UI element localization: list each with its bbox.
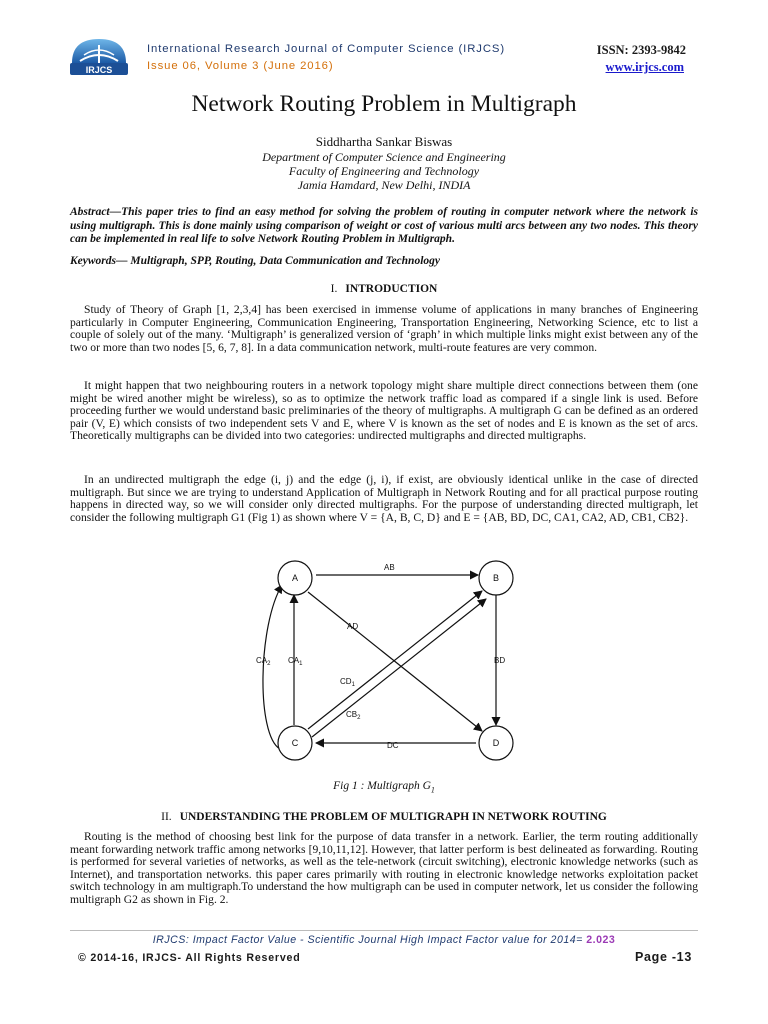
- edge-label-ca1-main: CA: [288, 656, 300, 665]
- edge-label-cd1: [340, 677, 356, 688]
- affiliation-line: Jamia Hamdard, New Delhi, INDIA: [297, 178, 471, 192]
- journal-name: International Research Journal of Computer Science (IRJCS): [147, 43, 505, 55]
- journal-website-link[interactable]: www.irjcs.com: [605, 60, 684, 74]
- irjcs-logo: [66, 33, 132, 83]
- edge-label-cb2: [346, 710, 361, 721]
- impact-factor-line: [0, 934, 768, 946]
- paper-title: Network Routing Problem in Multigraph: [191, 91, 577, 117]
- section-number: II.: [161, 811, 172, 823]
- node-label-a: A: [291, 573, 299, 583]
- edge-label-ca2-main: CA: [256, 656, 268, 665]
- figure-caption-sub: 1: [430, 785, 435, 795]
- keywords: Keywords— Multigraph, SPP, Routing, Data Communication and Technology: [70, 255, 440, 267]
- node-label-d: D: [492, 738, 500, 748]
- edge-label-ca2-sub: 2: [267, 661, 271, 667]
- edge-label-cd1-main: CD: [340, 677, 352, 686]
- figure-caption: [0, 780, 768, 794]
- paragraph: In an undirected multigraph the edge (i, j) and the edge (j, i), if exist, are obviously identical unlike in the case of directed multigraph. But since we are trying to understand Application of Multigraph in Network Routing and for all practical purpose routing happens in directed way, so we will consider only directed multigraphs. For the purpose of understanding directed multigraph, let consider the following multigraph G1 (Fig 1) as shown where V = {A, B, C, D} and E = {AB, BD, DC, CA1, CA2, AD, CB1, CB2}.: [70, 473, 698, 524]
- edge-label-dc: DC: [387, 741, 399, 750]
- section-heading: [0, 283, 768, 295]
- logo-text: IRJCS: [85, 65, 113, 75]
- section-title: UNDERSTANDING THE PROBLEM OF MULTIGRAPH IN NETWORK ROUTING: [179, 811, 607, 823]
- author-name: Siddhartha Sankar Biswas: [315, 134, 453, 149]
- edge-label-ab: AB: [384, 563, 395, 572]
- node-label-b: B: [492, 573, 500, 583]
- edge-ad: [308, 592, 482, 731]
- page-number: Page -13: [634, 950, 692, 964]
- section-heading: [0, 811, 768, 823]
- node-label-c: C: [291, 738, 299, 748]
- edge-cb2: [312, 599, 486, 737]
- footer-divider: [70, 930, 698, 931]
- section-number: I.: [330, 283, 338, 295]
- impact-factor-value: 2.023: [586, 934, 616, 946]
- edge-label-ca1: [288, 656, 303, 667]
- abstract: Abstract—This paper tries to find an easy method for solving the problem of routing in computer network where the network is using multigraph. This is done mainly using comparison of weight or cost of various multi arcs between any two nodes. This theory can be implemented in real life to solve Network Routing Problem in Multigraph.: [70, 206, 698, 246]
- impact-factor-text: IRJCS: Impact Factor Value - Scientific Journal High Impact Factor value for 2014=: [152, 934, 587, 946]
- edge-label-cb2-sub: 2: [357, 715, 361, 721]
- edge-label-cb2-main: CB: [346, 710, 358, 719]
- issn: ISSN: 2393-9842: [596, 43, 686, 57]
- affiliation-line: Department of Computer Science and Engineering: [262, 150, 506, 164]
- paragraph: Study of Theory of Graph [1, 2,3,4] has been exercised in immense volume of applications in many branches of Engineering particularly in Computer Engineering, Communication Engineering, Transportation Engineering, Networking Science, etc to list a couple of solely out of the many. ‘Multigraph’ is generalized version of ‘graph’ in which multiple links might exist between any of the two or more than two nodes [5, 6, 7, 8]. In a data communication network, multi-route features are very common.: [70, 303, 698, 354]
- multigraph-figure: [250, 555, 532, 780]
- edge-ca2: [263, 585, 282, 749]
- section-title: INTRODUCTION: [345, 283, 438, 295]
- edge-label-ad: AD: [347, 622, 359, 631]
- edge-label-ca1-sub: 1: [299, 661, 303, 667]
- paragraph: It might happen that two neighbouring routers in a network topology might share multiple direct connections between them (one might be wired another might be wireless), so as to optimize the network traffic load as compared if a single link is used. Before proceeding further we would understand basic preliminaries of the theory of multigraphs. A multigraph G can be defined as an ordered pair (V, E) which consists of two independent sets V and E, where V is known as the set of nodes and E is known as the set of arcs. Theoretically multigraphs can be divided into two categories: undirected multigraphs and directed multigraphs.: [70, 379, 698, 443]
- affiliation-line: Faculty of Engineering and Technology: [288, 164, 480, 178]
- edge-label-bd: BD: [494, 656, 506, 665]
- copyright: © 2014-16, IRJCS- All Rights Reserved: [78, 952, 301, 964]
- issue-info: Issue 06, Volume 3 (June 2016): [147, 60, 334, 72]
- edge-label-cd1-sub: 1: [351, 682, 355, 688]
- paragraph: Routing is the method of choosing best link for the purpose of data transfer in a network. Earlier, the term routing additionally meant forwarding network traffic among networks [9,10,11,12]. However, that latter perform is best delineated as forwarding. Routing is performed for several varieties of networks, as well as the tele-network (circuit switching), electronic knowledge networks (such as Internet), and transportation networks. this paper cares primarily with routing in electronic knowledge networks exploitation packet switch technology in am multigraph.To understand the how multigraph can be used in computer network, let us consider the following multigraph G2 as shown in Fig. 2.: [70, 830, 698, 906]
- figure-caption-text: Fig 1 : Multigraph G: [333, 780, 431, 792]
- edge-cd1: [308, 591, 482, 729]
